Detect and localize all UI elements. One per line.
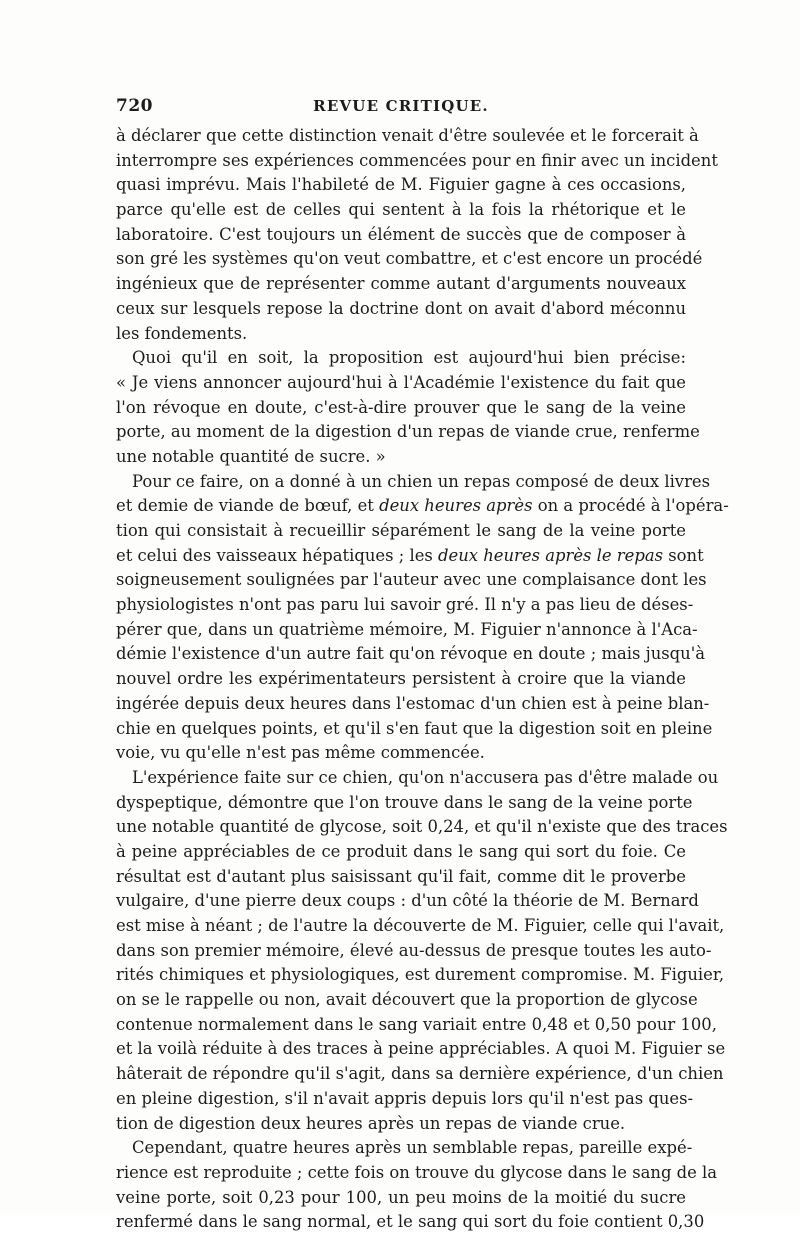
text-line: ingérée depuis deux heures dans l'estomac d'un chien est à peine blan- bbox=[116, 693, 710, 713]
italic-phrase: deux heures après bbox=[379, 496, 533, 516]
text-segment: sont bbox=[668, 545, 704, 565]
text-line: renfermé dans le sang normal, et le sang qui sort du foie contient 0,30 bbox=[116, 1212, 705, 1232]
italic-phrase: deux heures après le repas bbox=[438, 545, 664, 565]
text-line: hâterait de répondre qu'il s'agit, dans sa dernière expérience, d'un chien bbox=[116, 1064, 724, 1084]
paragraph-start-line: L'expérience faite sur ce chien, qu'on n'accusera pas d'être malade ou bbox=[132, 767, 719, 787]
text-line: rience est reproduite ; cette fois on trouve du glycose dans le sang de la bbox=[116, 1162, 718, 1182]
text-line: dyspeptique, démontre que l'on trouve dans le sang de la veine porte bbox=[116, 792, 693, 812]
text-line: pérer que, dans un quatrième mémoire, M. Figuier n'annonce à l'Aca- bbox=[116, 619, 698, 639]
page-header bbox=[116, 96, 686, 126]
quotation-line: l'on révoque en doute, c'est-à-dire prouver que le sang de la veine bbox=[116, 397, 686, 417]
text-line: une notable quantité de glycose, soit 0,24, et qu'il n'existe que des traces bbox=[116, 817, 728, 837]
text-line: veine porte, soit 0,23 pour 100, un peu moins de la moitié du sucre bbox=[116, 1187, 686, 1207]
text-line: parce qu'elle est de celles qui sentent à la fois la rhétorique et le bbox=[116, 200, 686, 220]
text-line: on se le rappelle ou non, avait découvert que la proportion de glycose bbox=[116, 990, 698, 1010]
mixed-style-line bbox=[116, 494, 729, 519]
text-line: résultat est d'autant plus saisissant qu'il fait, comme dit le proverbe bbox=[116, 866, 686, 886]
text-line: tion qui consistait à recueillir séparément le sang de la veine porte bbox=[116, 521, 686, 540]
paragraph-end-line: tion de digestion deux heures après un repas de viande crue. bbox=[116, 1113, 626, 1133]
text-line: démie l'existence d'un autre fait qu'on révoque en doute ; mais jusqu'à bbox=[116, 644, 705, 664]
running-title: REVUE CRITIQUE. bbox=[313, 97, 489, 115]
text-line: physiologistes n'ont pas paru lui savoir gré. Il n'y a pas lieu de déses- bbox=[116, 595, 694, 615]
paragraph-end-line: voie, vu qu'elle n'est pas même commencée. bbox=[116, 743, 485, 763]
text-segment: et demie de viande de bœuf, et bbox=[116, 496, 374, 516]
text-line: et la voilà réduite à des traces à peine appréciables. A quoi M. Figuier se bbox=[116, 1039, 726, 1059]
text-line: rités chimiques et physiologiques, est durement compromise. M. Figuier, bbox=[116, 965, 725, 985]
text-segment: et celui des vaisseaux hépatiques ; les bbox=[116, 545, 433, 565]
paragraph-start-line: Cependant, quatre heures après un semblable repas, pareille expé- bbox=[132, 1138, 693, 1158]
text-segment: on a procédé à l'opéra- bbox=[537, 496, 729, 516]
text-line: soigneusement soulignées par l'auteur avec une complaisance dont les bbox=[116, 570, 707, 590]
body-text bbox=[116, 124, 729, 1235]
text-line: laboratoire. C'est toujours un élément de succès que de composer à bbox=[116, 224, 686, 244]
text-line: contenue normalement dans le sang variait entre 0,48 et 0,50 pour 100, bbox=[116, 1014, 717, 1034]
text-line: son gré les systèmes qu'on veut combattre, et c'est encore un procédé bbox=[116, 249, 703, 269]
text-line: ceux sur lesquels repose la doctrine dont on avait d'abord méconnu bbox=[116, 298, 686, 318]
text-line: interrompre ses expériences commencées pour en finir avec un incident bbox=[116, 150, 718, 170]
text-line: en pleine digestion, s'il n'avait appris depuis lors qu'il n'est pas ques- bbox=[116, 1088, 694, 1108]
text-line: vulgaire, d'une pierre deux coups : d'un côté la théorie de M. Bernard bbox=[116, 891, 699, 911]
paragraph-start-line: Pour ce faire, on a donné à un chien un repas composé de deux livres bbox=[132, 471, 711, 491]
paragraph-end-line: les fondements. bbox=[116, 323, 248, 343]
mixed-style-line bbox=[116, 544, 704, 569]
quotation-line: « Je viens annoncer aujourd'hui à l'Académie l'existence du fait que bbox=[116, 372, 686, 392]
text-line: quasi imprévu. Mais l'habileté de M. Figuier gagne à ces occasions, bbox=[116, 175, 686, 195]
quotation-end-line: une notable quantité de sucre. » bbox=[116, 446, 386, 466]
page-number: 720 bbox=[116, 96, 153, 116]
text-line: à peine appréciables de ce produit dans le sang qui sort du foie. Ce bbox=[116, 841, 686, 861]
text-line: nouvel ordre les expérimentateurs persistent à croire que la viande bbox=[116, 669, 686, 689]
text-line: ingénieux que de représenter comme autant d'arguments nouveaux bbox=[116, 274, 686, 294]
text-line: dans son premier mémoire, élevé au-dessus de presque toutes les auto- bbox=[116, 940, 712, 960]
paragraph-start-line: Quoi qu'il en soit, la proposition est aujourd'hui bien précise: bbox=[132, 348, 686, 368]
quotation-line: porte, au moment de la digestion d'un repas de viande crue, renferme bbox=[116, 422, 700, 442]
text-line: est mise à néant ; de l'autre la découverte de M. Figuier, celle qui l'avait, bbox=[116, 916, 725, 935]
text-line: chie en quelques points, et qu'il s'en faut que la digestion soit en pleine bbox=[116, 718, 713, 738]
text-line: à déclarer que cette distinction venait d'être soulevée et le forcerait à bbox=[116, 126, 699, 145]
